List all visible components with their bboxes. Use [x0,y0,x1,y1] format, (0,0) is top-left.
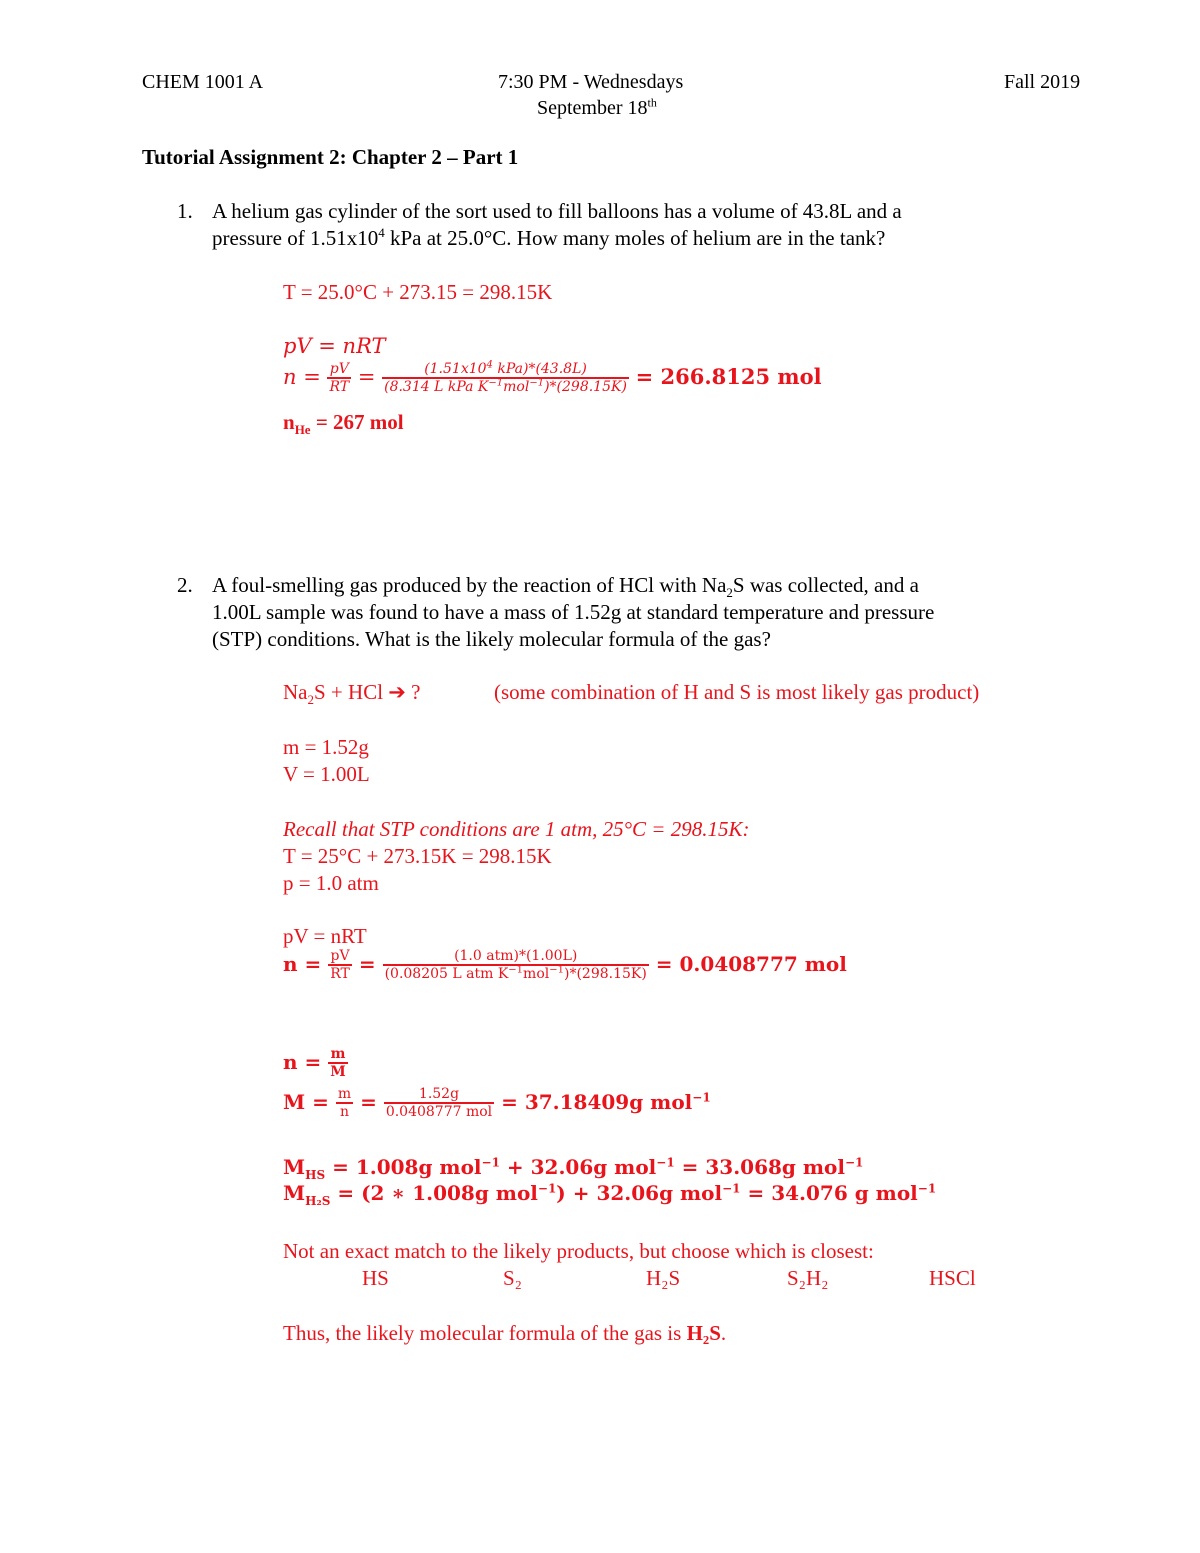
q2-mh2s-sup1: −1 [537,1181,557,1196]
date-suffix: th [647,95,657,110]
q1-num-post: kPa)*(43.8L) [492,361,587,377]
q2-mh2s-equation [283,1181,937,1208]
q2-text-line2: 1.00L sample was found to have a mass of 1.52g at standard temperature and pressure [212,600,935,624]
q2-mol-den: 0.0408777 mol [385,1104,493,1121]
q2-main-fraction [383,948,649,983]
q2-M-result: = 37.18409g mol [501,1089,693,1114]
q2-denominator [383,964,649,983]
q2-rt: RT [330,966,350,983]
q2-rxn-pre: Na [283,680,308,704]
q2-molar-mass-equation [283,1086,711,1121]
class-time: 7:30 PM - Wednesdays [498,71,684,93]
choice-hscl: HSCl [929,1266,976,1290]
q2-line1-pre: A foul-smelling gas produced by the reaction of HCl with Na [212,573,727,597]
q2-volume: V = 1.00L [283,762,370,786]
q1-pv-over-rt [327,361,351,396]
q1-den-pre: (8.314 L kPa K [384,379,489,396]
q2-pv: pV [330,948,350,964]
q2-den-sup1: −1 [508,964,524,976]
q2-m-letter: m [330,1046,346,1062]
q1-answer-value: = 267 mol [310,410,404,434]
q2-mhs-mid2: = 33.068g mol [674,1155,845,1179]
q1-pv: pV [329,361,349,377]
q1-ideal-gas-law: pV = nRT [283,334,386,358]
q2-mh2s-eq: = (2 ∗ 1.008g mol [330,1181,538,1205]
q1-exponent: 4 [378,225,385,240]
q2-mhs-mid: + 32.06g mol [499,1155,657,1179]
date-text: September 18 [537,97,648,119]
q2-pv-over-rt [328,948,352,983]
q2-pressure: p = 1.0 atm [283,871,379,895]
q2-temperature: T = 25°C + 273.15K = 298.15K [283,844,552,868]
q2-mhs-equation [283,1155,864,1182]
choice-s2: S₂ [503,1266,523,1290]
q1-num-pre: (1.51x10 [424,361,487,377]
q1-moles-equation [283,361,822,396]
class-date [537,97,657,120]
q1-n-label: n = [283,364,321,389]
q2-conclusion [283,1321,726,1346]
q2-mhs-sup1: −1 [481,1155,500,1170]
q2-mhs-label: M [283,1155,306,1179]
q1-answer-sub: He [294,422,311,438]
q2-conclusion-period: . [720,1321,727,1345]
q2-rxn-sub: 2 [307,692,314,708]
q2-mhs-sup2: −1 [656,1155,675,1170]
q1-number: 1. [177,199,193,223]
q2-equals: = [358,951,376,976]
q2-den-mid: mol [523,966,550,983]
q2-conclusion-text: Thus, the likely molecular formula of the gas is [283,1321,687,1345]
q2-n-label: n = [283,951,322,976]
q1-numerator [382,361,629,377]
q2-reaction [283,680,421,708]
q2-line1-sub: 2 [726,585,733,601]
q2-mh2s-sup2: −1 [722,1181,741,1196]
q2-mh2s-mid: ) + 32.06g mol [556,1181,723,1205]
q1-final-answer [283,410,404,438]
q1-denominator [382,377,629,396]
q2-n-m-over-M [283,1046,348,1081]
q2-mass: m = 1.52g [283,735,369,759]
q1-temperature: T = 25.0°C + 273.15 = 298.15K [283,280,553,304]
q1-rt: RT [329,379,350,396]
q1-num-sup: 4 [486,359,493,371]
q1-question-text: kPa at 25.0°C. How many moles of helium are in the tank? [384,226,886,250]
q2-stp-recall: Recall that STP conditions are 1 atm, 25°C = 298.15K: [283,817,750,841]
q2-mass-over-moles [384,1086,494,1121]
q2-m-over-M [328,1046,348,1081]
q2-number: 2. [177,573,193,597]
q1-den-post: )*(298.15K) [544,379,627,396]
q2-moles-equation [283,948,847,983]
q2-not-exact: Not an exact match to the likely products, but choose which is closest: [283,1239,874,1263]
q1-text-line1: A helium gas cylinder of the sort used to fill balloons has a volume of 43.8L and a [212,199,902,223]
q2-M-result-sup: −1 [692,1090,711,1105]
q1-den-sup2: −1 [529,377,545,389]
q1-equals: = [357,364,376,389]
q2-rxn-post: S + HCl ➔ ? [314,680,421,704]
q2-equals2: = [360,1089,377,1114]
q2-mh2s-mid2: = 34.076 g mol [740,1181,918,1205]
q1-den-mid: mol [503,379,530,396]
q1-pressure-text: pressure of 1.51x10 [212,226,379,250]
q2-result: = 0.0408777 mol [655,951,847,976]
q2-mass-num: 1.52g [418,1086,460,1102]
q1-main-fraction [382,361,629,396]
q1-text-line2 [212,226,885,251]
q1-result: = 266.8125 mol [635,363,822,389]
q2-M-letter: M [330,1064,346,1081]
q2-den-sup2: −1 [549,964,564,976]
q2-numerator: (1.0 atm)*(1.00L) [454,948,578,964]
choice-h2s: H₂S [646,1266,681,1290]
q2-den-post: )*(298.15K) [563,966,647,983]
q2-mhs-sub: HS [305,1168,326,1182]
q2-n-label2: n = [283,1049,322,1074]
q2-mhs-sup3: −1 [844,1155,864,1170]
choice-s2h2: S₂H₂ [787,1266,829,1290]
q2-reaction-note: (some combination of H and S is most likely gas product) [494,680,980,704]
q2-ideal-gas-law: pV = nRT [283,924,367,948]
q2-n-letter: n [336,1102,353,1121]
q2-m-letter2: m [337,1086,352,1102]
q2-den-pre: (0.08205 L atm K [384,966,509,983]
q2-m-over-n [336,1086,353,1121]
term: Fall 2019 [1004,71,1081,93]
q2-mhs-eq: = 1.008g mol [325,1155,482,1179]
q2-conclusion-formula: H₂S [686,1321,721,1345]
q2-line1-post: S was collected, and a [732,573,919,597]
q1-den-sup1: −1 [488,377,504,389]
assignment-title: Tutorial Assignment 2: Chapter 2 – Part 1 [142,145,519,169]
choice-hs: HS [362,1266,389,1290]
q2-mh2s-label: M [283,1181,306,1205]
q2-mh2s-sub: H₂S [305,1194,331,1208]
q1-answer-n: n [283,410,295,434]
q2-M-label: M = [283,1089,329,1114]
q2-text-line3: (STP) conditions. What is the likely molecular formula of the gas? [212,627,771,651]
course-code: CHEM 1001 A [142,71,264,93]
q2-text-line1 [212,573,919,601]
q2-mh2s-sup3: −1 [917,1181,937,1196]
